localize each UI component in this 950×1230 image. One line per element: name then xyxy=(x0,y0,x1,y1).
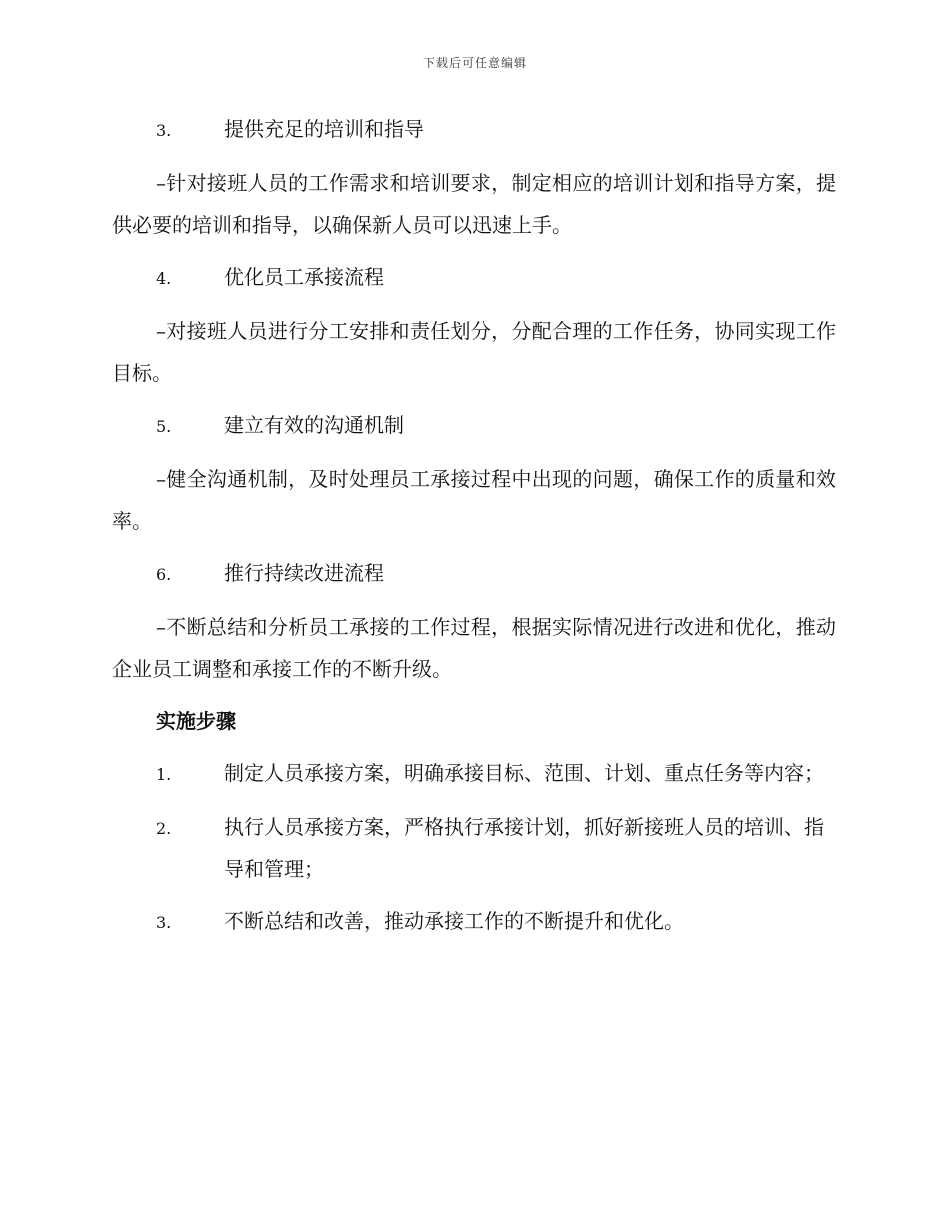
step-item-1 xyxy=(112,752,836,796)
step-item-2 xyxy=(112,806,836,890)
step-text: 不断总结和改善，推动承接工作的不断提升和优化。 xyxy=(224,909,684,933)
list-item-6 xyxy=(112,552,836,596)
document-body xyxy=(112,108,836,954)
list-number: 3. xyxy=(156,121,172,140)
body-paragraph: –针对接班人员的工作需求和培训要求，制定相应的培训计划和指导方案，提供必要的培训和指导，以确保新人员可以迅速上手。 xyxy=(112,171,836,237)
list-number: 5. xyxy=(156,417,172,436)
step-number: 2. xyxy=(156,819,172,838)
step-number: 1. xyxy=(156,765,172,784)
body-paragraph: –对接班人员进行分工安排和责任划分，分配合理的工作任务，协同实现工作目标。 xyxy=(112,319,836,385)
list-item-5 xyxy=(112,404,836,448)
header-note: 下载后可任意编辑 xyxy=(422,56,527,70)
list-number: 6. xyxy=(156,565,172,584)
list-item-title: 建立有效的沟通机制 xyxy=(224,413,404,437)
step-text: 制定人员承接方案，明确承接目标、范围、计划、重点任务等内容； xyxy=(224,761,824,785)
list-item-title: 推行持续改进流程 xyxy=(224,561,384,585)
section-heading: 实施步骤 xyxy=(156,709,236,733)
body-paragraph: –不断总结和分析员工承接的工作过程，根据实际情况进行改进和优化，推动企业员工调整和承接工作的不断升级。 xyxy=(112,615,836,681)
step-text: 执行人员承接方案，严格执行承接计划，抓好新接班人员的培训、指导和管理； xyxy=(224,815,824,881)
list-item-4 xyxy=(112,256,836,300)
body-paragraph: –健全沟通机制，及时处理员工承接过程中出现的问题，确保工作的质量和效率。 xyxy=(112,467,836,533)
step-item-3 xyxy=(112,900,836,944)
list-item-title: 提供充足的培训和指导 xyxy=(224,117,424,141)
list-number: 4. xyxy=(156,269,172,288)
list-item-3 xyxy=(112,108,836,152)
step-number: 3. xyxy=(156,913,172,932)
list-item-title: 优化员工承接流程 xyxy=(224,265,384,289)
